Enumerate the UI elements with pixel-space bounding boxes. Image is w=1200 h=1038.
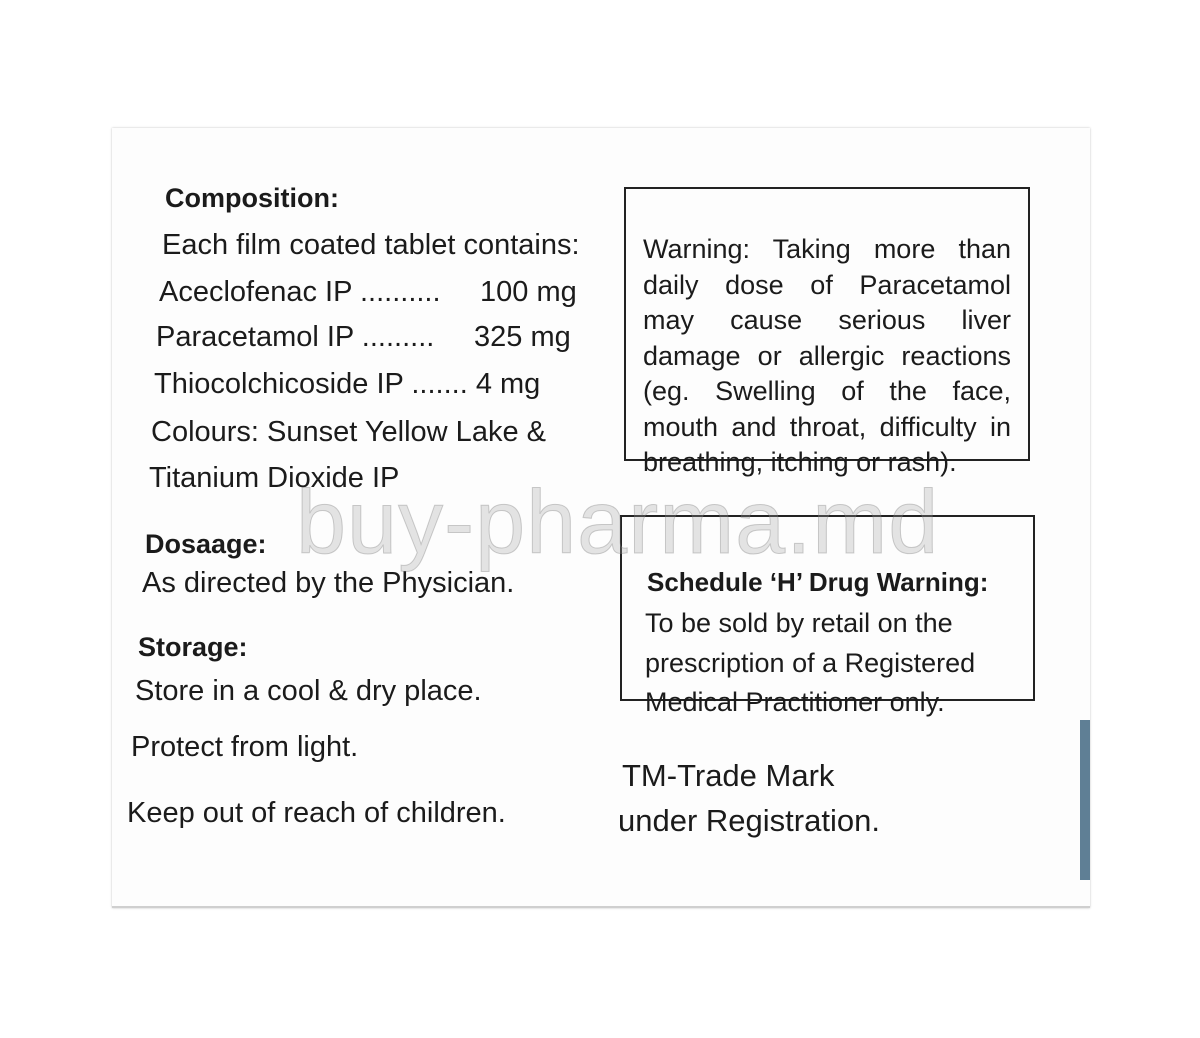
- ingredient-paracetamol-name: Paracetamol IP .........: [156, 321, 435, 353]
- colours-line-1: Colours: Sunset Yellow Lake &: [151, 416, 546, 448]
- storage-line-2: Protect from light.: [131, 731, 359, 763]
- trademark-line-1: TM-Trade Mark: [622, 758, 835, 793]
- colours-line-2: Titanium Dioxide IP: [149, 462, 400, 494]
- ingredient-aceclofenac-amount: 100 mg: [480, 276, 577, 308]
- dosage-text: As directed by the Physician.: [142, 567, 515, 599]
- composition-heading: Composition:: [165, 183, 339, 213]
- schedule-h-line-1: To be sold by retail on the: [645, 608, 953, 638]
- ingredient-paracetamol-amount: 325 mg: [474, 321, 571, 353]
- dosage-heading: Dosaage:: [145, 529, 267, 559]
- ingredient-thiocolchicoside: Thiocolchicoside IP ....... 4 mg: [154, 368, 541, 400]
- storage-heading: Storage:: [138, 632, 248, 662]
- composition-intro: Each film coated tablet contains:: [162, 229, 580, 261]
- paracetamol-warning-text: Warning: Taking more than daily dose of Paracetamol may cause serious liver damage or allergic reactions (eg. Swelling of the face, mouth and throat, difficulty in breathing, itching or rash).: [643, 234, 1011, 477]
- trademark-line-2: under Registration.: [618, 803, 880, 838]
- schedule-h-line-2: prescription of a Registered: [645, 648, 976, 678]
- paracetamol-warning-box: [624, 187, 1030, 477]
- watermark: buy-pharma.md: [296, 473, 940, 573]
- storage-line-1: Store in a cool & dry place.: [135, 675, 482, 707]
- storage-line-3: Keep out of reach of children.: [127, 797, 506, 829]
- schedule-h-line-3: Medical Practitioner only.: [645, 687, 945, 717]
- carton-edge-strip: [1080, 720, 1090, 880]
- schedule-h-title: Schedule ‘H’ Drug Warning:: [647, 567, 989, 597]
- ingredient-aceclofenac-name: Aceclofenac IP ..........: [159, 276, 441, 308]
